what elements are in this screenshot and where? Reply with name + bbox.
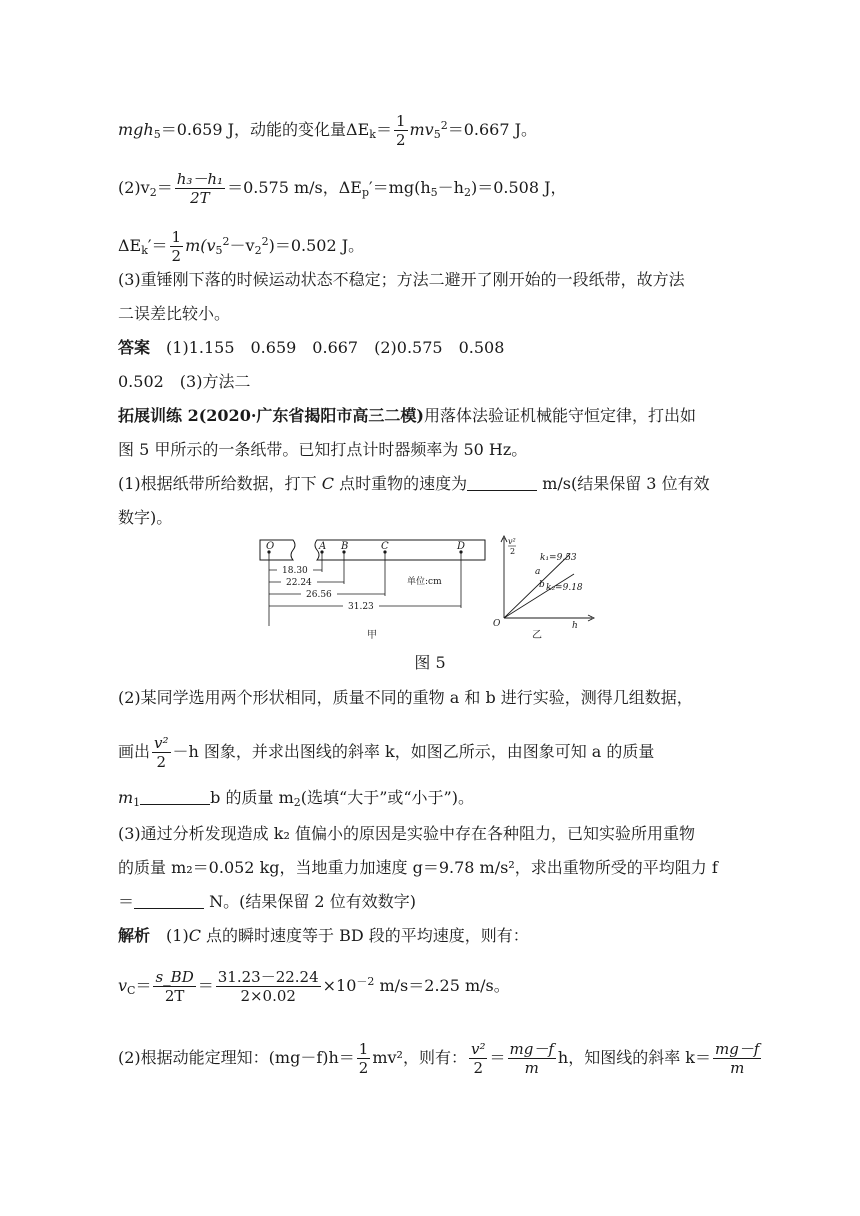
exercise-label: 拓展训练 2: [118, 406, 199, 425]
fraction: $\frac{\text{v²}}{2}$: [470, 1040, 486, 1077]
fraction: $\frac{31.23-22.24}{2\times 0.02}$: [217, 968, 319, 1005]
unit-label: 单位:cm: [407, 577, 442, 587]
label-B: B: [341, 541, 349, 552]
question-3-line-2: 的质量 m₂＝0.052 kg，当地重力加速度 g＝9.78 m/s²，求出重物所受的平均阻力 f: [118, 858, 718, 877]
answer-blank: [467, 476, 537, 491]
prev-solution-line-2: $(2)v_2=$ $\frac{\text{h₃－h₁}}{2T}$ ＝0.575 m/s，$\Delta E_p'=mg(h_5-h_2)=0.508$ J，: [118, 170, 567, 207]
prev-solution-line-3: $\Delta E_k'=$ $\frac{1}{2}$ $m(v_5^2-v_2^2)=0.502$ J。: [118, 228, 365, 265]
caption-yi: 乙: [532, 630, 542, 641]
figure-graph: [490, 532, 610, 644]
tape-outline: [260, 540, 485, 560]
prev-solution-line-1: mgh$_5$＝0.659 J，动能的变化量$\Delta E_k=$ $\frac{1}{2}$ $mv_5^2=0.667$ J。: [118, 112, 538, 149]
dimension-lines: [269, 552, 461, 626]
question-1-line-2: 数字)。: [118, 508, 173, 527]
dim-22.24: 22.24: [286, 578, 312, 588]
dim-26.56: 26.56: [306, 590, 332, 600]
solution-line-2: $v_C=$ $\frac{s\_BD}{2T}$ ＝ $\frac{31.23-22.24}{2\times 0.02}$ $\times 10^{-2}$ m/s＝2.25 m/s。: [118, 968, 510, 1005]
question-2-line-1: (2)某同学选用两个形状相同，质量不同的重物 a 和 b 进行实验，测得几组数据，: [118, 688, 693, 707]
answer-blank: [140, 790, 210, 805]
y-label-den: 2: [510, 547, 516, 556]
fraction: $\frac{s\_BD}{2T}$: [155, 968, 194, 1005]
exercise-source: (2020·广东省揭阳市高三二模): [198, 406, 424, 425]
question-2-line-2: 画出 $\frac{\text{v²}}{2}$ －h 图象，并求出图线的斜率 k，如图乙所示，由图象可知 a 的质量: [118, 734, 655, 771]
solution-line-3: (2)根据动能定理知：(mg－f)h＝ $\frac{1}{2}$ mv²，则有： $\frac{\text{v²}}{2}$ ＝ $\frac{mg-f}{m}$ h，知图线的斜率 k＝ $\frac{mg-f}{m}$: [118, 1040, 760, 1077]
label-D: D: [457, 541, 466, 552]
fraction: $\frac{1}{2}$: [395, 112, 406, 149]
figure-caption: 图 5: [414, 653, 446, 672]
fraction: $\frac{1}{2}$: [358, 1040, 369, 1077]
dim-18.30: 18.30: [282, 566, 308, 576]
label-C: C: [381, 541, 389, 552]
figure-paper-tape: [255, 534, 495, 644]
y-label-num: v²: [508, 537, 516, 546]
question-2-line-3: $m_1$ b 的质量 $m_2$(选填“大于”或“小于”)。: [118, 788, 474, 809]
fraction: $\frac{\text{h₃－h₁}}{2T}$: [176, 170, 224, 207]
answer-line-1: 答案 (1)1.155 0.659 0.667 (2)0.575 0.508: [118, 338, 505, 357]
line-b-label: b: [539, 580, 545, 590]
k1-label: k₁=9.53: [540, 553, 577, 563]
tape-points: [267, 550, 462, 553]
caption-jia: 甲: [367, 630, 377, 641]
label-A: A: [319, 541, 327, 552]
question-1-line-1: (1)根据纸带所给数据，打下 C 点时重物的速度为 m/s(结果保留 3 位有效: [118, 474, 710, 493]
fraction: $\frac{mg-f}{m}$: [509, 1040, 554, 1077]
fraction: $\frac{\text{v²}}{2}$: [154, 734, 169, 771]
answer-label: 答案: [118, 338, 151, 357]
question-3-line-1: (3)通过分析发现造成 k₂ 值偏小的原因是实验中存在各种阻力，已知实验所用重物: [118, 824, 695, 843]
prev-solution-line-5: 二误差比较小。: [118, 304, 231, 323]
question-3-line-3: ＝ N。(结果保留 2 位有效数字): [118, 892, 416, 911]
solution-line-1: 解析 (1)C 点的瞬时速度等于 BD 段的平均速度，则有：: [118, 926, 529, 945]
solution-label: 解析: [118, 926, 151, 945]
fraction: $\frac{mg-f}{m}$: [714, 1040, 760, 1077]
fraction: $\frac{1}{2}$: [171, 228, 182, 265]
answer-line-2: 0.502 (3)方法二: [118, 372, 251, 391]
k2-label: k₂=9.18: [546, 583, 583, 593]
prev-solution-line-4: (3)重锤刚下落的时候运动状态不稳定；方法二避开了刚开始的一段纸带，故方法: [118, 270, 685, 289]
dim-31.23: 31.23: [348, 602, 374, 612]
answer-blank: [134, 894, 204, 909]
label-O: O: [266, 541, 275, 552]
exercise-intro-line-1: 拓展训练 2(2020·广东省揭阳市高三二模)用落体法验证机械能守恒定律，打出如: [118, 406, 696, 425]
exercise-intro-line-2: 图 5 甲所示的一条纸带。已知打点计时器频率为 50 Hz。: [118, 440, 528, 459]
x-label: h: [572, 621, 578, 631]
line-a-label: a: [535, 567, 541, 577]
origin-label: O: [493, 619, 501, 629]
